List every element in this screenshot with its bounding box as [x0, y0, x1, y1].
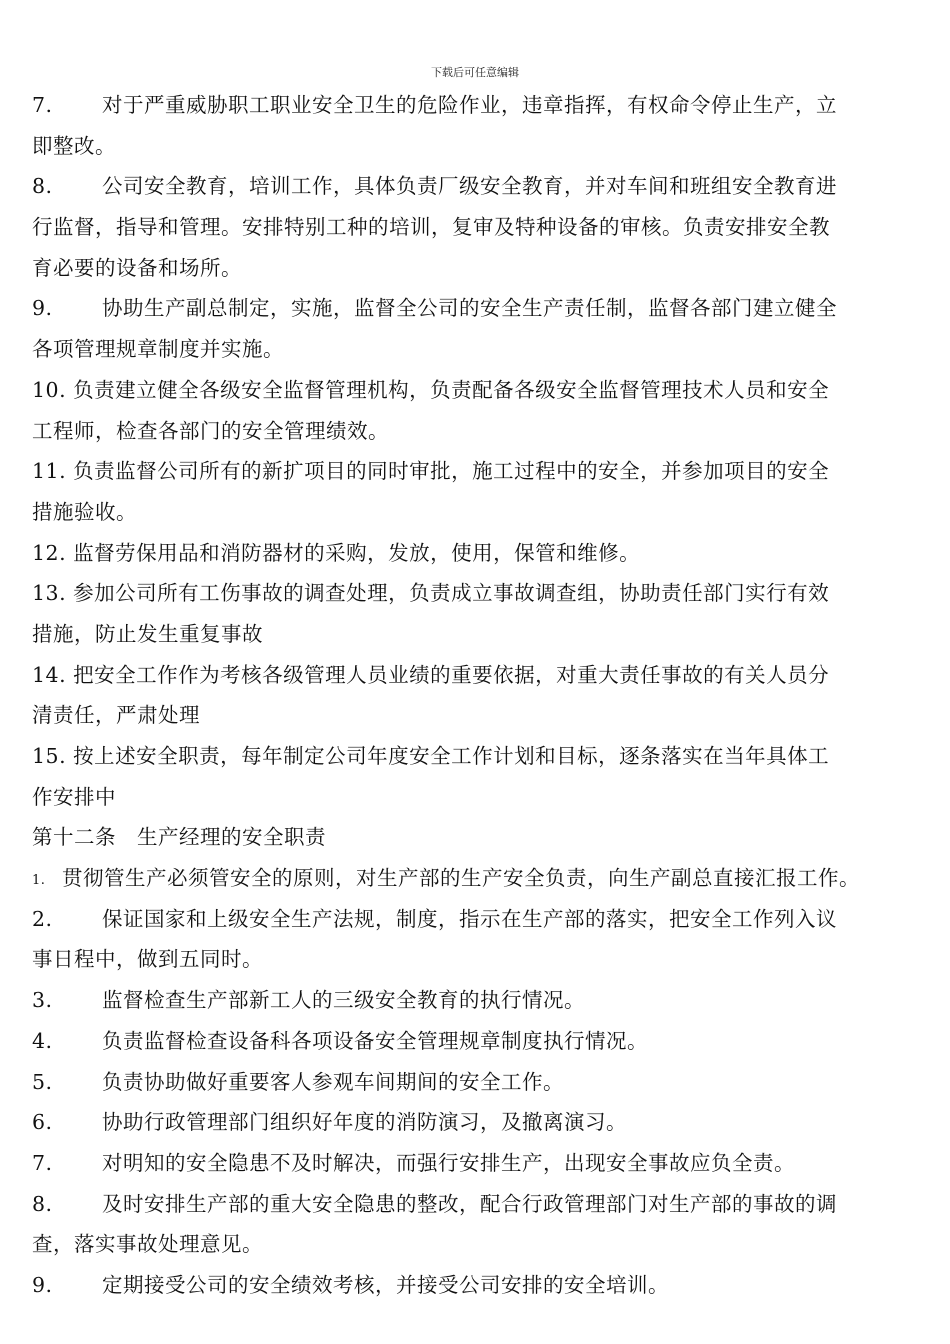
- text-line: [32, 411, 924, 452]
- text-line: [32, 1102, 924, 1143]
- line-text: 清责任，严肃处理: [32, 703, 200, 728]
- line-text: 10. 负责建立健全各级安全监督管理机构，负责配备各级安全监督管理技术人员和安全: [32, 377, 830, 402]
- line-text: 即整改。: [32, 133, 116, 158]
- text-line: [32, 1265, 924, 1306]
- line-text: 协助行政管理部门组织好年度的消防演习，及撤离演习。: [102, 1110, 627, 1135]
- line-text: 措施，防止发生重复事故: [32, 621, 263, 646]
- line-text: 贯彻管生产必须管安全的原则，对生产部的生产安全负责，向生产副总直接汇报工作。: [62, 866, 860, 891]
- line-text: 定期接受公司的安全绩效考核，并接受公司安排的安全培训。: [102, 1272, 669, 1297]
- text-line: [32, 166, 924, 207]
- line-text: 14. 把安全工作作为考核各级管理人员业绩的重要依据，对重大责任事故的有关人员分: [32, 662, 830, 687]
- text-line: [32, 370, 924, 411]
- line-text: 负责监督检查设备科各项设备安全管理规章制度执行情况。: [102, 1028, 648, 1053]
- text-line: [32, 1224, 924, 1265]
- item-number: 9.: [32, 296, 53, 321]
- item-number: 2.: [32, 906, 53, 931]
- text-line: [32, 85, 924, 126]
- text-line: [32, 655, 924, 696]
- text-line: [32, 207, 924, 248]
- item-number: 8.: [32, 174, 53, 199]
- text-line: [32, 288, 924, 329]
- text-line: [32, 533, 924, 574]
- text-line: [32, 1062, 924, 1103]
- page-header-note: 下载后可任意编辑: [431, 66, 519, 79]
- document-body: [32, 85, 924, 1306]
- text-line: [32, 899, 924, 940]
- line-text: 12. 监督劳保用品和消防器材的采购，发放，使用，保管和维修。: [32, 540, 641, 565]
- text-line: [32, 1184, 924, 1225]
- text-line: [32, 695, 924, 736]
- line-text: 监督检查生产部新工人的三级安全教育的执行情况。: [102, 988, 585, 1013]
- text-line: [32, 614, 924, 655]
- text-line: [32, 451, 924, 492]
- item-number: 3.: [32, 988, 53, 1013]
- text-line: [32, 980, 924, 1021]
- line-text: 查，落实事故处理意见。: [32, 1232, 263, 1257]
- text-line: [32, 817, 924, 858]
- line-text: 及时安排生产部的重大安全隐患的整改，配合行政管理部门对生产部的事故的调: [102, 1191, 837, 1216]
- line-text: 保证国家和上级安全生产法规，制度，指示在生产部的落实，把安全工作列入议: [102, 906, 837, 931]
- line-text: 作安排中: [32, 784, 116, 809]
- text-line: [32, 939, 924, 980]
- line-text: 育必要的设备和场所。: [32, 255, 242, 280]
- line-text: 第十二条 生产经理的安全职责: [32, 825, 326, 850]
- item-number: 9.: [32, 1272, 53, 1297]
- text-line: [32, 329, 924, 370]
- line-text: 各项管理规章制度并实施。: [32, 337, 284, 362]
- text-line: [32, 573, 924, 614]
- item-number: 8.: [32, 1191, 53, 1216]
- item-number: 1.: [32, 873, 46, 889]
- line-text: 协助生产副总制定，实施，监督全公司的安全生产责任制，监督各部门建立健全: [102, 296, 837, 321]
- line-text: 事日程中，做到五同时。: [32, 947, 263, 972]
- line-text: 对于严重威胁职工职业安全卫生的危险作业，违章指挥，有权命令停止生产，立: [102, 93, 837, 117]
- line-text: 15. 按上述安全职责，每年制定公司年度安全工作计划和目标，逐条落实在当年具体工: [32, 744, 830, 768]
- text-line: [32, 736, 924, 777]
- line-text: 13. 参加公司所有工伤事故的调查处理，负责成立事故调查组，协助责任部门实行有效: [32, 581, 830, 606]
- item-number: 6.: [32, 1110, 53, 1135]
- item-number: 4.: [32, 1028, 53, 1053]
- text-line: [32, 492, 924, 533]
- text-line: [32, 1021, 924, 1062]
- line-text: 负责协助做好重要客人参观车间期间的安全工作。: [102, 1069, 564, 1094]
- text-line: [32, 1143, 924, 1184]
- item-number: 5.: [32, 1069, 53, 1094]
- line-text: 措施验收。: [32, 499, 137, 524]
- text-line: [32, 248, 924, 289]
- line-text: 工程师，检查各部门的安全管理绩效。: [32, 418, 389, 443]
- text-line: [32, 777, 924, 818]
- text-line: [32, 858, 924, 899]
- item-number: 7.: [32, 1150, 53, 1175]
- line-text: 公司安全教育，培训工作，具体负责厂级安全教育，并对车间和班组安全教育进: [102, 174, 837, 199]
- line-text: 对明知的安全隐患不及时解决，而强行安排生产，出现安全事故应负全责。: [102, 1150, 795, 1175]
- text-line: [32, 126, 924, 167]
- item-number: 7.: [32, 93, 53, 117]
- line-text: 11. 负责监督公司所有的新扩项目的同时审批，施工过程中的安全，并参加项目的安全: [32, 459, 830, 484]
- line-text: 行监督，指导和管理。安排特别工种的培训，复审及特种设备的审核。负责安排安全教: [32, 215, 830, 240]
